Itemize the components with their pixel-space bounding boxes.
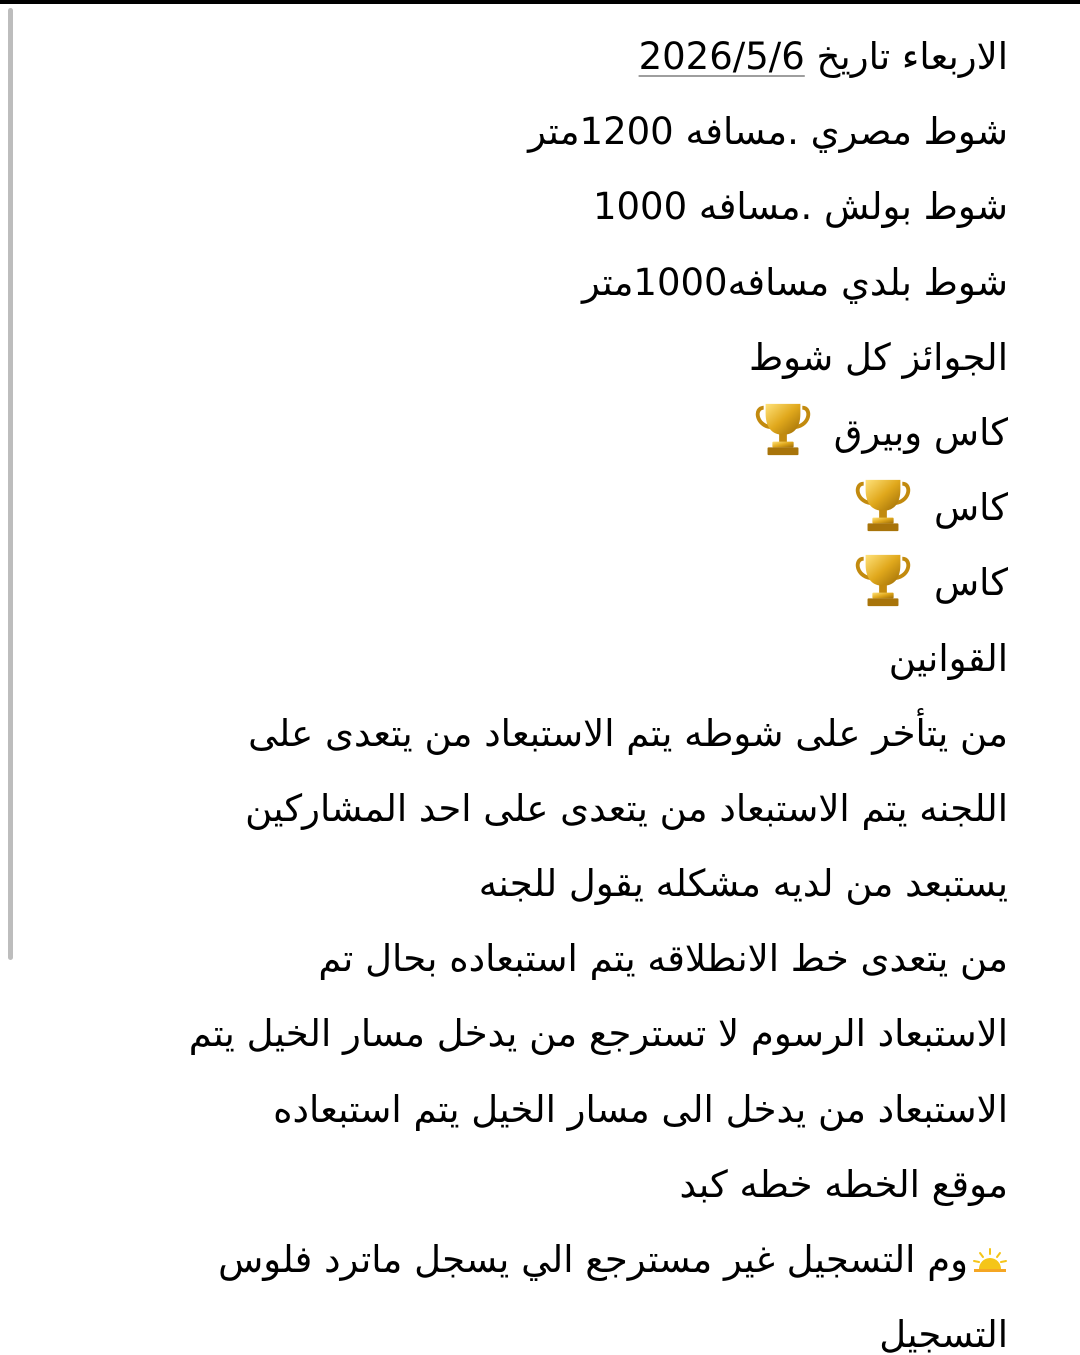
prize-text: كاس (933, 486, 1008, 530)
rule-line-3: يستبعد من لديه مشكله يقول للجنه (478, 862, 1008, 906)
prize-line-3 (48, 545, 1008, 620)
prize-line-1 (48, 395, 1008, 470)
race-line-1: شوط مصري .مسافه 1200متر (528, 110, 1008, 154)
trophy-icon (754, 399, 812, 459)
date-prefix: الاربعاء تاريخ (804, 35, 1008, 78)
rule-line-2: اللجنه يتم الاستبعاد من يتعدى على احد المشاركين (245, 786, 1008, 830)
fees-line (48, 1222, 1008, 1297)
prizes-heading: الجوائز كل شوط (748, 335, 1008, 379)
trophy-icon (854, 550, 912, 610)
note-text (48, 19, 1008, 1355)
prize-text: كاس (933, 561, 1008, 605)
rule-line-6: الاستبعاد من يدخل الى مسار الخيل يتم استبعاده (273, 1087, 1008, 1131)
rule-line-1: من يتأخر على شوطه يتم الاستبعاد من يتعدى على (248, 711, 1008, 755)
rule-line-4: من يتعدى خط الانطلاقه يتم استبعاده بحال تم (318, 937, 1008, 981)
fees-line-2: التسجيل (879, 1313, 1008, 1355)
date-line (48, 19, 1008, 94)
rule-line-5: الاستبعاد الرسوم لا تسترجع من يدخل مسار الخيل يتم (188, 1012, 1008, 1056)
prize-line-2 (48, 470, 1008, 545)
race-line-3: شوط بلدي مسافه1000متر (582, 260, 1008, 304)
prize-text: كاس وبيرق (833, 410, 1008, 454)
sunrise-icon (972, 1247, 1008, 1277)
scrollbar[interactable] (8, 8, 13, 960)
rules-heading: القوانين (888, 636, 1008, 680)
fees-text: وم التسجيل غير مسترجع الي يسجل ماترد فلوس (218, 1238, 968, 1281)
race-line-2: شوط بولش .مسافه 1000 (592, 185, 1008, 229)
date-link[interactable]: 2026/5/6 (638, 35, 805, 78)
trophy-icon (854, 475, 912, 535)
top-border (0, 0, 1080, 4)
rule-line-7: موقع الخطه خطه كبد (679, 1162, 1008, 1206)
